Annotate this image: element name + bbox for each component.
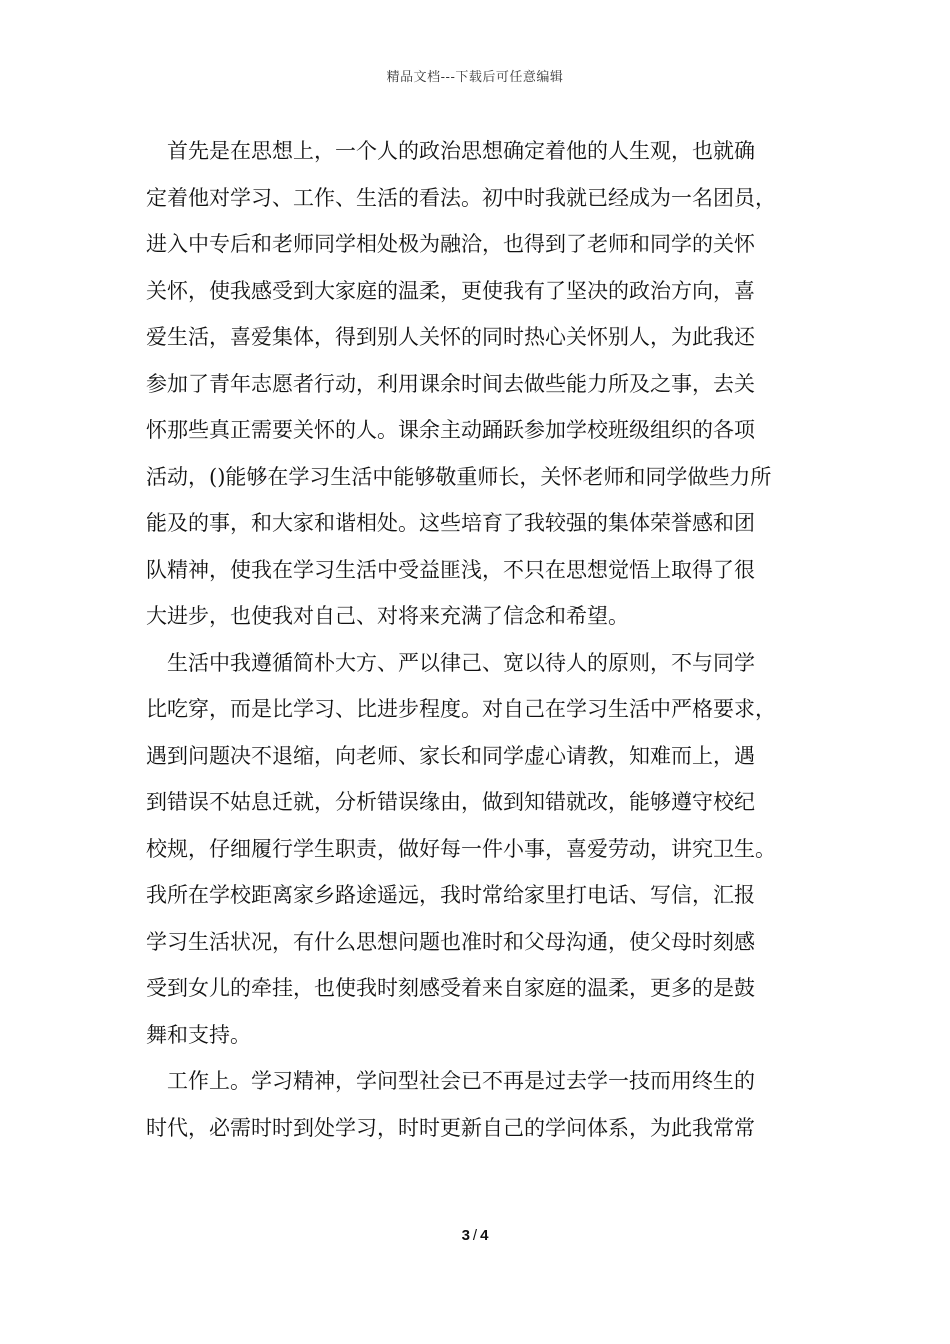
text-line: 遇到问题决不退缩，向老师、家长和同学虚心请教，知难而上，遇 [146,743,755,768]
text-line: 参加了青年志愿者行动，利用课余时间去做些能力所及之事，去关 [146,371,755,396]
text-line: 时代，必需时时到处学习，时时更新自己的学问体系，为此我常常 [146,1115,755,1140]
text-line: 大进步，也使我对自己、对将来充满了信念和希望。 [146,604,629,628]
current-page: 3 [461,1227,470,1244]
page-header: 精品文档---下载后可任意编辑 [386,70,564,85]
text-line: 首先是在思想上，一个人的政治思想确定着他的人生观，也就确 [167,139,755,163]
text-line: 怀那些真正需要关怀的人。课余主动踊跃参加学校班级组织的各项 [146,418,755,442]
text-line: 定着他对学习、工作、生活的看法。初中时我就已经成为一名团员， [146,185,776,210]
text-line: 我所在学校距离家乡路途遥远，我时常给家里打电话、写信，汇报 [146,883,755,907]
text-line: 舞和支持。 [146,1022,251,1047]
text-line: 生活中我遵循简朴大方、严以律己、宽以待人的原则，不与同学 [167,650,755,675]
text-line: 爱生活，喜爱集体，得到别人关怀的同时热心关怀别人，为此我还 [146,325,755,349]
page-number [0,1227,950,1244]
paragraph-thought [146,128,816,640]
text-line: 工作上。学习精神，学问型社会已不再是过去学一技而用终生的 [167,1069,755,1093]
text-line: 进入中专后和老师同学相处极为融洽，也得到了老师和同学的关怀 [146,232,755,256]
text-line: 比吃穿，而是比学习、比进步程度。对自己在学习生活中严格要求， [146,697,776,721]
text-line: 能及的事，和大家和谐相处。这些培育了我较强的集体荣誉感和团 [146,511,755,535]
text-line: 到错误不姑息迁就，分析错误缘由，做到知错就改，能够遵守校纪 [146,790,755,814]
document-body [146,128,816,1151]
text-line: 关怀，使我感受到大家庭的温柔，更使我有了坚决的政治方向，喜 [146,278,755,303]
paragraph-life [146,640,816,1059]
paragraph-work [146,1058,816,1151]
text-line: 受到女儿的牵挂，也使我时刻感受着来自家庭的温柔，更多的是鼓 [146,976,755,1000]
text-line: 活动，()能够在学习生活中能够敬重师长，关怀老师和同学做些力所 [146,464,772,489]
text-line: 学习生活状况，有什么思想问题也准时和父母沟通，使父母时刻感 [146,929,755,954]
total-pages: 4 [480,1227,489,1244]
page-separator: / [472,1227,478,1244]
text-line: 校规，仔细履行学生职责，做好每一件小事，喜爱劳动，讲究卫生。 [146,836,776,861]
text-line: 队精神，使我在学习生活中受益匪浅，不只在思想觉悟上取得了很 [146,557,755,582]
